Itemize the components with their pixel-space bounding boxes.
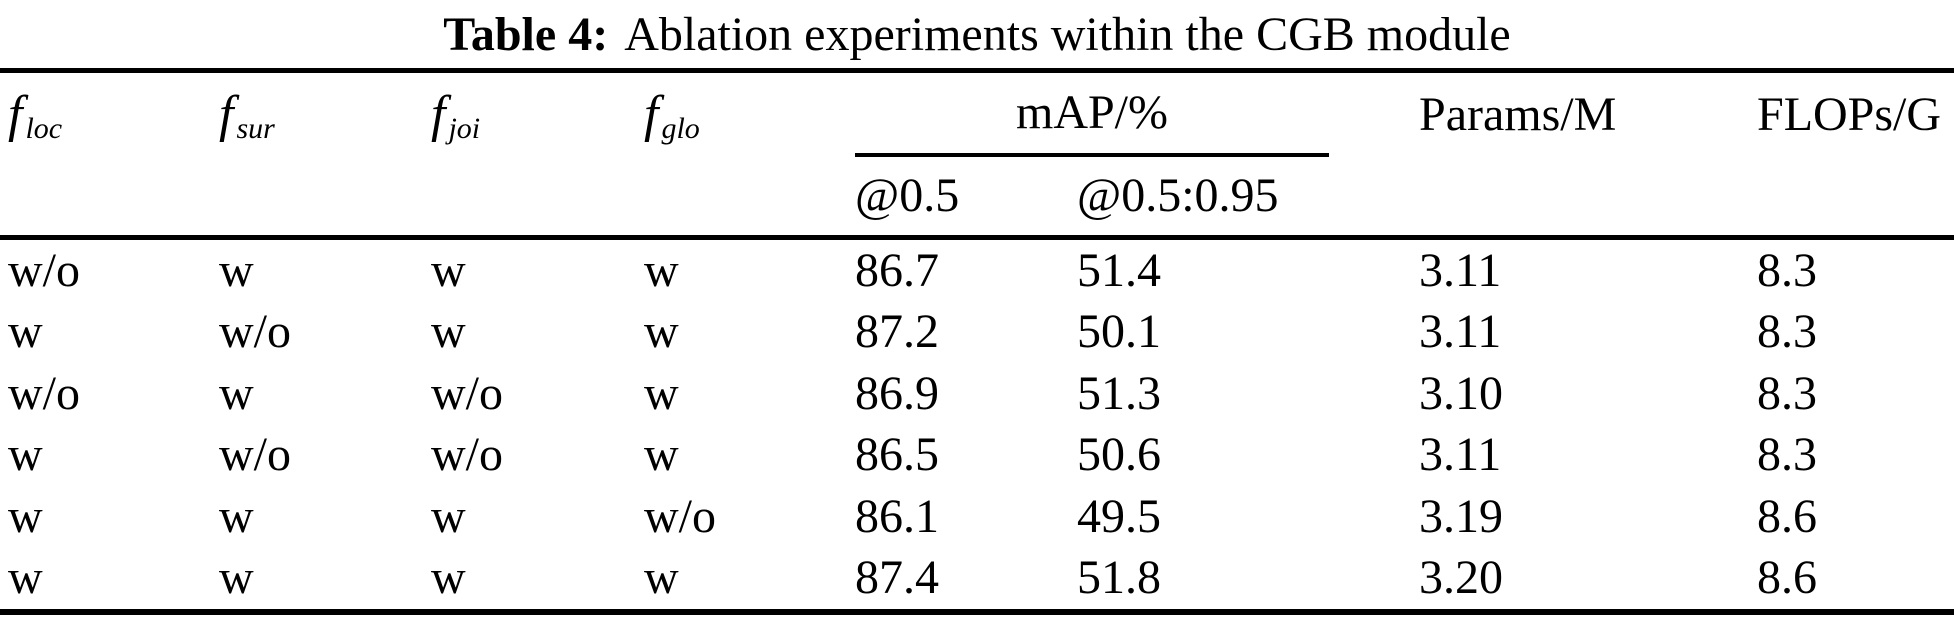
cell-flops: 8.3 (1757, 428, 1817, 482)
f-sur-subscript: sur (236, 112, 275, 145)
f-loc-subscript: loc (25, 112, 63, 145)
cell-map-05: 87.2 (855, 305, 939, 359)
cell-f-sur: w (219, 489, 254, 543)
cell-map-05: 86.1 (855, 489, 939, 543)
cell-map-05: 86.7 (855, 243, 939, 297)
cell-f-joi: w (431, 551, 466, 605)
cell-flops: 8.6 (1757, 551, 1817, 605)
cell-map-05-095: 51.8 (1077, 551, 1161, 605)
cell-f-joi: w (431, 305, 466, 359)
cell-map-05: 87.4 (855, 551, 939, 605)
col-header-params: Params/M (1419, 88, 1617, 141)
col-header-f-loc (8, 73, 219, 157)
f-glo-subscript: glo (661, 112, 700, 145)
cell-f-sur: w (219, 243, 254, 297)
col-header-flops: FLOPs/G (1757, 88, 1942, 141)
cell-f-glo: w (644, 551, 679, 605)
f-glo-base: f (644, 86, 659, 143)
cell-f-glo: w (644, 428, 679, 482)
cell-f-glo: w/o (644, 489, 716, 543)
cell-f-glo: w (644, 366, 679, 420)
cell-params: 3.19 (1419, 489, 1503, 543)
ablation-table (0, 68, 1954, 615)
cell-f-joi: w/o (431, 428, 503, 482)
cell-params: 3.11 (1419, 428, 1502, 482)
cell-params: 3.20 (1419, 551, 1503, 605)
f-sur-base: f (219, 86, 234, 143)
cell-flops: 8.6 (1757, 489, 1817, 543)
table-caption-label: Table 4: (443, 7, 609, 61)
cell-f-joi: w (431, 243, 466, 297)
cell-f-loc: w/o (8, 243, 80, 297)
col-header-f-glo (644, 73, 855, 157)
cell-flops: 8.3 (1757, 305, 1817, 359)
cell-f-loc: w (8, 428, 43, 482)
cell-f-joi: w (431, 489, 466, 543)
cell-flops: 8.3 (1757, 243, 1817, 297)
cell-map-05-095: 50.1 (1077, 305, 1161, 359)
col-header-f-sur (219, 73, 431, 157)
map-group-label: mAP/% (1015, 86, 1168, 139)
col-header-map-05: @0.5 (855, 169, 960, 222)
cell-f-glo: w (644, 243, 679, 297)
cell-map-05: 86.9 (855, 366, 939, 420)
cell-flops: 8.3 (1757, 366, 1817, 420)
cell-map-05-095: 50.6 (1077, 428, 1161, 482)
cell-f-sur: w/o (219, 428, 291, 482)
cell-params: 3.11 (1419, 243, 1502, 297)
cell-f-joi: w/o (431, 366, 503, 420)
table-caption-text: Ablation experiments within the CGB module (624, 7, 1511, 61)
cell-f-sur: w (219, 366, 254, 420)
col-header-f-joi (431, 73, 644, 157)
cell-f-loc: w/o (8, 366, 80, 420)
cell-f-loc: w (8, 489, 43, 543)
cell-map-05-095: 49.5 (1077, 489, 1161, 543)
cell-map-05-095: 51.4 (1077, 243, 1161, 297)
cell-params: 3.11 (1419, 305, 1502, 359)
cell-f-sur: w/o (219, 305, 291, 359)
table-header-row-1 (0, 73, 1954, 157)
col-header-map-group (855, 73, 1419, 157)
cell-params: 3.10 (1419, 366, 1503, 420)
f-joi-subscript: joi (448, 112, 481, 145)
cell-f-loc: w (8, 305, 43, 359)
cell-f-sur: w (219, 551, 254, 605)
f-loc-base: f (8, 86, 23, 143)
cell-f-loc: w (8, 551, 43, 605)
map-group-underline (855, 73, 1329, 157)
table-header-row-2 (0, 157, 1954, 240)
cell-map-05-095: 51.3 (1077, 366, 1161, 420)
table-caption (0, 0, 1954, 68)
cell-f-glo: w (644, 305, 679, 359)
f-joi-base: f (431, 86, 446, 143)
table-body (0, 240, 1954, 609)
cell-map-05: 86.5 (855, 428, 939, 482)
col-header-map-05-095: @0.5:0.95 (1077, 169, 1279, 222)
